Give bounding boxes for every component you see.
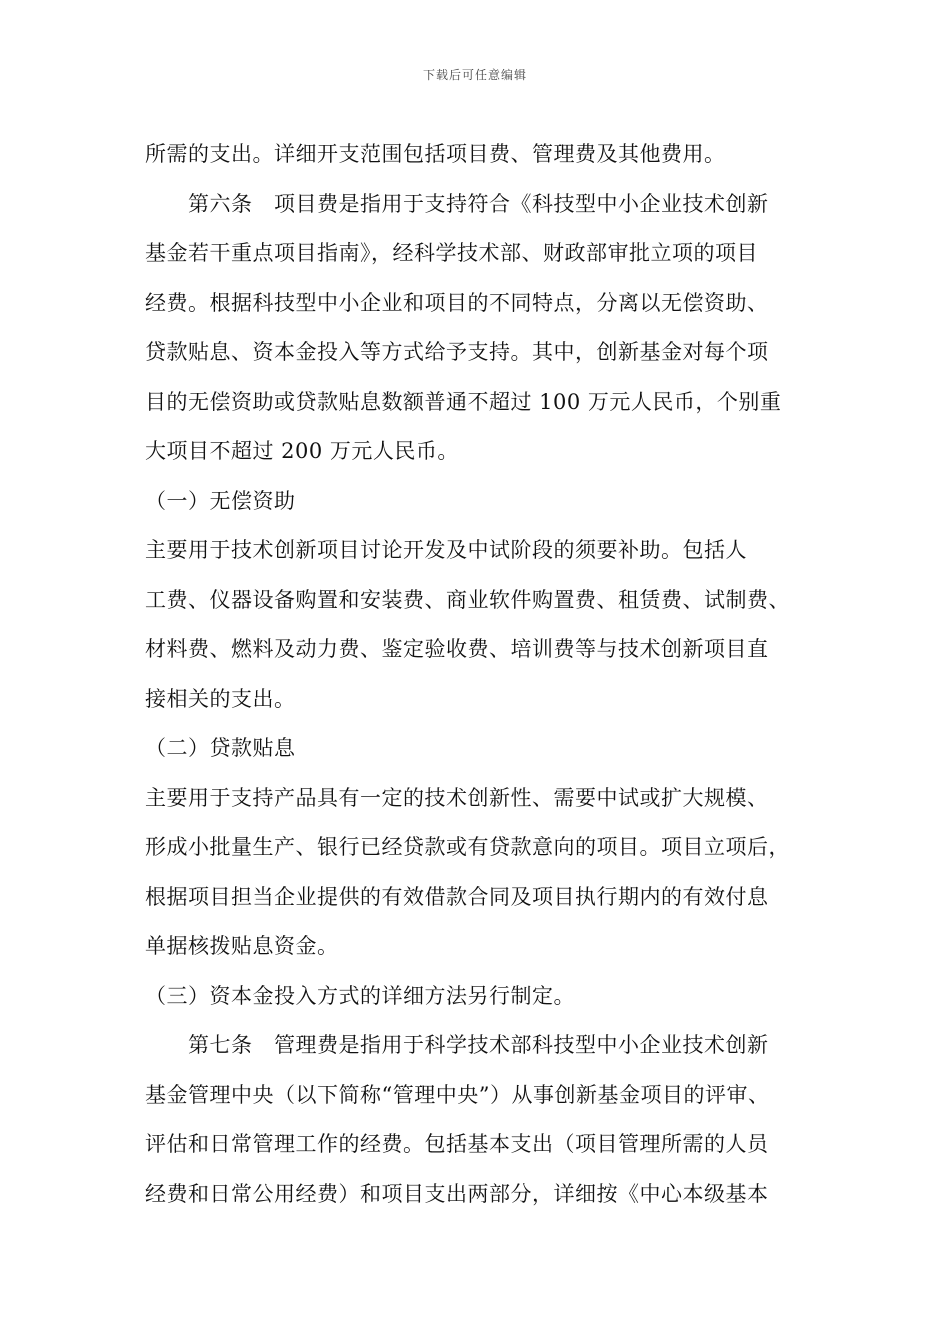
- text-line: 评估和日常管理工作的经费。包括基本支出（项目管理所需的人员: [145, 1132, 769, 1156]
- text-line: 经费和日常公用经费）和项目支出两部分，详细按《中心本级基本: [145, 1181, 769, 1206]
- text-line: 基金管理中央（以下简称“管理中央”）从事创新基金项目的评审、: [145, 1082, 770, 1107]
- text-line: 接相关的支出。: [145, 686, 296, 711]
- page-header: 下载后可任意编辑: [422, 68, 527, 82]
- section-heading: （三）资本金投入方式的详细方法另行制定。: [145, 983, 575, 1008]
- text-line: 单据核拨贴息资金。: [145, 934, 339, 958]
- text-line: 所需的支出。详细开支范围包括项目费、管理费及其他费用。: [145, 142, 726, 166]
- section-heading: （一）无偿资助: [145, 488, 296, 513]
- text-line: 主要用于支持产品具有一定的技术创新性、需要中试或扩大规模、: [145, 785, 769, 810]
- text-line: 第六条 项目费是指用于支持符合《科技型中小企业技术创新: [145, 191, 769, 216]
- text-line: 经费。根据科技型中小企业和项目的不同特点，分离以无偿资助、: [145, 290, 769, 315]
- text-line: 第七条 管理费是指用于科学技术部科技型中小企业技术创新: [145, 1033, 769, 1057]
- text-line: 材料费、燃料及动力费、鉴定验收费、培训费等与技术创新项目直: [145, 637, 769, 661]
- text-line: 根据项目担当企业提供的有效借款合同及项目执行期内的有效付息: [145, 884, 769, 909]
- text-line: 形成小批量生产、银行已经贷款或有贷款意向的项目。项目立项后，: [145, 835, 790, 859]
- section-heading: （二）贷款贴息: [145, 736, 296, 760]
- text-line: 大项目不超过 200 万元人民币。: [145, 439, 459, 463]
- document-body: [145, 130, 817, 1219]
- text-line: 基金若干重点项目指南》，经科学技术部、财政部审批立项的项目: [145, 241, 758, 265]
- text-line: 主要用于技术创新项目讨论开发及中试阶段的须要补助。包括人: [145, 538, 747, 562]
- text-line: 贷款贴息、资本金投入等方式给予支持。其中，创新基金对每个项: [145, 340, 769, 364]
- text-line: 目的无偿资助或贷款贴息数额普通不超过 100 万元人民币，个别重: [145, 389, 782, 414]
- text-line: 工费、仪器设备购置和安装费、商业软件购置费、租赁费、试制费、: [145, 587, 790, 612]
